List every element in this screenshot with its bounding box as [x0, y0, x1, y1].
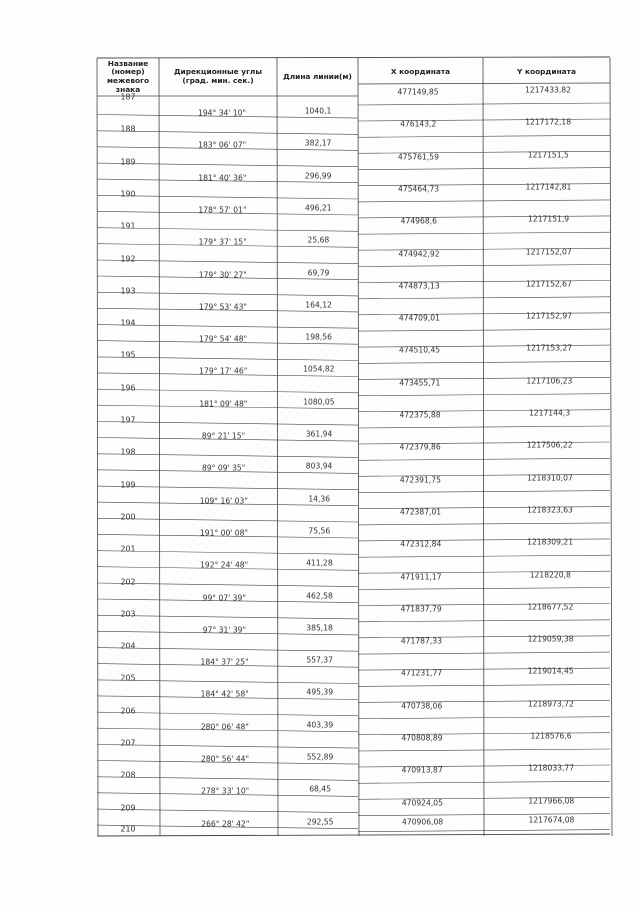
direction-angle: 181° 40' 36" — [198, 173, 247, 183]
mark-number: 198 — [120, 447, 136, 457]
direction-angle: 266° 28' 42" — [201, 819, 250, 829]
x-coordinate: 472379,86 — [399, 442, 441, 452]
line-length: 1080,05 — [303, 397, 335, 407]
x-coordinate: 474709,01 — [398, 313, 440, 323]
mark-number: 199 — [120, 480, 136, 490]
mark-number: 203 — [120, 609, 136, 619]
x-coordinate: 472375,88 — [399, 410, 441, 420]
grid-line — [97, 486, 358, 490]
mark-number: 196 — [120, 383, 136, 393]
grid-line — [97, 389, 358, 393]
y-coordinate: 1217966,08 — [528, 796, 575, 806]
grid-line — [358, 248, 610, 250]
y-coordinate: 1218309,21 — [527, 537, 574, 547]
x-coordinate: 477149,85 — [397, 87, 439, 97]
header-x: X координата — [390, 66, 451, 76]
y-coordinate: 1217151,9 — [528, 214, 570, 224]
grid-line — [358, 58, 359, 836]
mark-number: 209 — [120, 803, 136, 813]
mark-number: 188 — [120, 124, 136, 134]
mark-number: 200 — [120, 512, 136, 522]
header-mark: Название (номер) межевого знака — [106, 58, 150, 94]
grid-line — [97, 712, 358, 716]
line-length: 557,37 — [306, 655, 333, 665]
y-coordinate: 1217106,23 — [526, 376, 573, 386]
grid-line — [97, 648, 358, 652]
line-length: 462,58 — [306, 591, 333, 600]
x-coordinate: 474873,13 — [398, 281, 440, 291]
grid-line — [358, 394, 610, 396]
x-coordinate: 470924,05 — [401, 798, 443, 808]
grid-line — [358, 313, 610, 315]
grid-line — [97, 58, 98, 836]
x-coordinate: 470808,89 — [401, 733, 443, 743]
mark-number: 192 — [120, 254, 136, 263]
mark-number: 202 — [120, 577, 136, 586]
mark-number: 187 — [120, 92, 136, 102]
direction-angle: 179° 53' 43" — [198, 302, 247, 312]
x-coordinate: 473455,71 — [399, 378, 441, 388]
y-coordinate: 1217506,22 — [526, 440, 573, 450]
line-length: 1054,82 — [303, 364, 335, 374]
y-coordinate: 1218576,6 — [530, 731, 572, 741]
direction-angle: 280° 56' 44" — [200, 754, 250, 764]
y-coordinate: 1217152,07 — [525, 247, 572, 256]
mark-number: 207 — [120, 738, 136, 748]
direction-angle: 280° 06' 48" — [200, 722, 249, 732]
grid-line — [97, 228, 358, 232]
line-length: 552,89 — [306, 752, 334, 762]
x-coordinate: 474942,92 — [398, 249, 440, 258]
line-length: 292,55 — [306, 817, 334, 827]
mark-number: 208 — [120, 770, 136, 780]
y-coordinate: 1219014,45 — [527, 666, 574, 676]
y-coordinate: 1217144,3 — [528, 408, 571, 418]
mark-number: 194 — [120, 318, 136, 328]
direction-angle: 191° 00' 08" — [199, 528, 248, 538]
y-coordinate: 1217151,5 — [527, 150, 569, 160]
x-coordinate: 475761,59 — [397, 152, 439, 162]
grid-line — [358, 410, 610, 412]
grid-line — [97, 834, 610, 836]
grid-line — [358, 426, 610, 428]
grid-line — [610, 58, 612, 836]
grid-line — [97, 777, 358, 781]
mark-number: 195 — [120, 350, 136, 360]
grid-line — [358, 151, 610, 153]
line-length: 361,94 — [305, 429, 333, 439]
line-length: 68,45 — [309, 784, 331, 794]
grid-line — [358, 265, 610, 267]
mark-number: 189 — [120, 157, 136, 167]
grid-line — [358, 361, 610, 363]
grid-line — [97, 615, 358, 619]
direction-angle: 99° 07' 39" — [202, 593, 246, 602]
grid-line — [159, 58, 160, 836]
y-coordinate: 1218310,07 — [526, 473, 573, 483]
direction-angle: 194° 34' 10" — [197, 108, 247, 118]
direction-angle: 181° 09' 48" — [199, 399, 248, 409]
y-coordinate: 1218033,77 — [528, 763, 575, 773]
x-coordinate: 475464,73 — [398, 184, 440, 194]
x-coordinate: 471231,77 — [401, 668, 443, 678]
mark-number: 210 — [120, 824, 136, 834]
mark-number: 201 — [120, 544, 136, 554]
line-length: 14,36 — [308, 494, 331, 504]
grid-line — [97, 292, 358, 296]
y-coordinate: 1218323,63 — [526, 505, 573, 515]
grid-line — [97, 551, 358, 555]
grid-line — [97, 357, 358, 361]
grid-line — [358, 103, 610, 105]
grid-line — [97, 454, 358, 458]
grid-line — [358, 216, 610, 218]
direction-angle: 184° 37' 25" — [200, 657, 249, 667]
line-length: 164,12 — [305, 300, 332, 310]
direction-angle: 179° 30' 27" — [198, 270, 247, 279]
grid-line — [97, 131, 358, 135]
line-length: 385,18 — [306, 623, 333, 633]
mark-number: 191 — [120, 221, 136, 231]
direction-angle: 278° 33' 10" — [201, 786, 250, 796]
y-coordinate: 1217153,27 — [526, 343, 573, 353]
mark-number: 193 — [120, 286, 136, 296]
line-length: 75,56 — [308, 526, 331, 536]
mark-number: 197 — [120, 415, 136, 425]
grid-line — [97, 583, 358, 587]
direction-angle: 184° 42' 58" — [200, 689, 249, 699]
grid-line — [358, 458, 610, 460]
grid-line — [358, 232, 610, 234]
y-coordinate: 1218220,8 — [529, 570, 571, 579]
line-length: 296,99 — [304, 171, 332, 181]
grid-line — [97, 163, 358, 167]
y-coordinate: 1217674,08 — [528, 815, 575, 825]
grid-line — [97, 745, 358, 749]
direction-angle: 89° 21' 15" — [201, 431, 246, 441]
line-length: 496,21 — [305, 203, 332, 213]
y-coordinate: 1218677,52 — [527, 602, 574, 612]
line-length: 198,56 — [305, 332, 332, 342]
line-length: 495,39 — [306, 687, 334, 697]
y-coordinate: 1217172,18 — [525, 117, 572, 127]
direction-angle: 109° 16' 03" — [199, 496, 248, 506]
line-length: 1040,1 — [304, 106, 332, 116]
grid-line — [97, 680, 358, 684]
direction-angle: 89° 09' 35" — [202, 463, 246, 473]
y-coordinate: 1217433,82 — [525, 85, 571, 95]
direction-angle: 179° 37' 15" — [198, 237, 247, 247]
mark-number: 204 — [120, 641, 136, 651]
grid-line — [358, 329, 610, 331]
direction-angle: 179° 54' 48" — [199, 334, 248, 344]
grid-line — [358, 491, 610, 493]
grid-line — [358, 119, 610, 121]
y-coordinate: 1219059,38 — [527, 634, 574, 644]
grid-line — [97, 518, 358, 522]
line-length: 411,28 — [306, 558, 333, 568]
line-length: 69,79 — [307, 268, 330, 277]
grid-line — [358, 135, 610, 137]
x-coordinate: 471787,33 — [400, 636, 442, 646]
line-length: 403,39 — [306, 720, 334, 730]
x-coordinate: 472387,01 — [400, 507, 442, 517]
grid-line — [358, 184, 610, 186]
grid-line — [97, 325, 358, 329]
grid-line — [277, 58, 278, 836]
line-length: 803,94 — [305, 461, 333, 471]
y-coordinate: 1217142,81 — [525, 182, 572, 192]
x-coordinate: 471911,17 — [400, 572, 442, 581]
line-length: 382,17 — [304, 138, 332, 148]
line-length: 25,68 — [307, 235, 330, 245]
mark-number: 206 — [120, 706, 136, 716]
y-coordinate: 1218973,72 — [527, 699, 574, 709]
grid-line — [358, 281, 610, 283]
mark-number: 190 — [120, 189, 136, 199]
grid-line — [97, 809, 358, 813]
direction-angle: 179° 17' 46" — [199, 366, 248, 376]
x-coordinate: 470738,06 — [401, 701, 443, 711]
x-coordinate: 472312,84 — [400, 539, 442, 549]
direction-angle: 178° 57' 01" — [198, 205, 247, 215]
direction-angle: 97° 31' 39" — [202, 625, 246, 635]
x-coordinate: 472391,75 — [399, 475, 441, 485]
x-coordinate: 470913,87 — [401, 765, 443, 775]
grid-line — [483, 58, 484, 836]
grid-line — [97, 260, 358, 264]
x-coordinate: 470906,08 — [402, 817, 444, 827]
grid-line — [97, 195, 358, 199]
x-coordinate: 476143,2 — [400, 119, 437, 129]
y-coordinate: 1217152,97 — [526, 311, 572, 321]
x-coordinate: 474968,6 — [400, 216, 437, 226]
mark-number: 205 — [120, 673, 136, 683]
direction-angle: 192° 24' 48" — [200, 560, 249, 570]
grid-line — [358, 297, 610, 299]
grid-line — [358, 523, 610, 525]
grid-line — [358, 168, 610, 170]
header-y: Y координата — [517, 66, 576, 76]
grid-line — [97, 422, 358, 426]
x-coordinate: 474510,45 — [399, 345, 441, 355]
header-angle: Дирекционные углы (град. мин. сек.) — [173, 67, 263, 85]
direction-angle: 183° 06' 07" — [198, 140, 247, 150]
x-coordinate: 471837,79 — [400, 604, 442, 614]
grid-line — [358, 200, 610, 202]
y-coordinate: 1217152,67 — [525, 279, 572, 289]
header-length: Длина линии(м) — [283, 71, 352, 81]
